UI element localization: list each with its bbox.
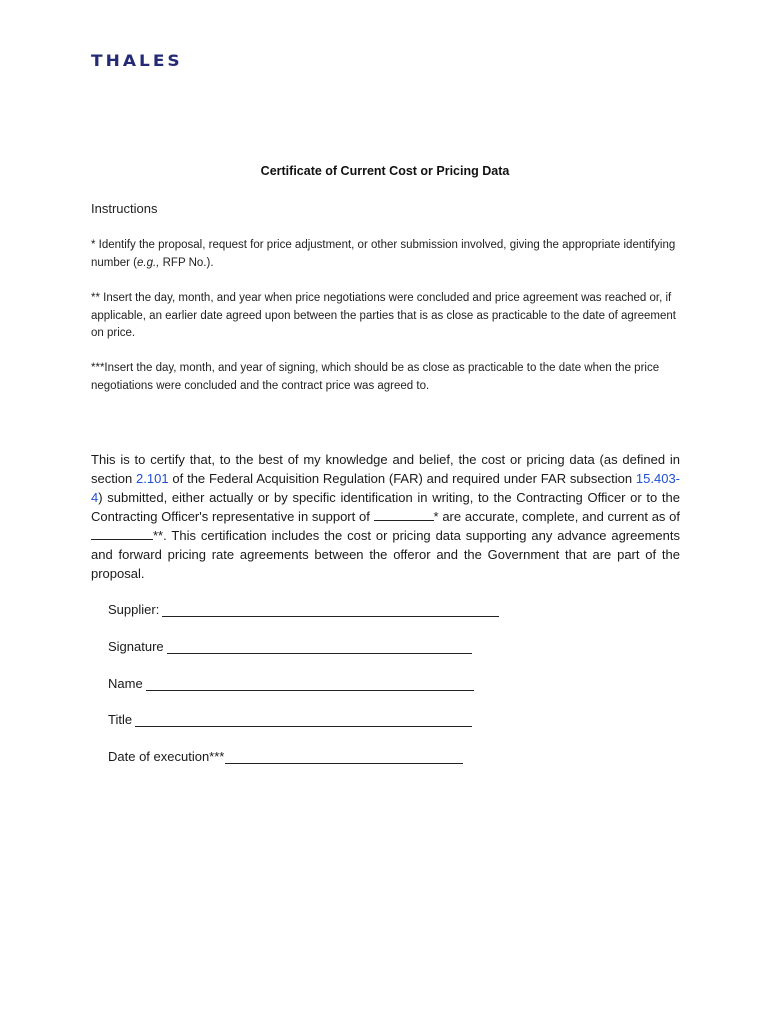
title-field [108,712,472,727]
instruction-note-1 [91,237,686,272]
name-field [108,676,474,691]
supplier-field [108,602,499,617]
thales-logo: THALES [91,51,183,71]
date-of-execution-label: Date of execution*** [108,749,225,764]
note-1-text-end: RFP No.). [159,256,214,269]
note-1-text: * Identify the proposal, request for price adjustment, or other submission involved, giving the appropriate identifying number ( [91,239,676,269]
instructions-heading: Instructions [91,201,158,216]
instruction-note-3: ***Insert the day, month, and year of signing, which should be as close as practicable to the date when the price negotiations were concluded and the contract price was agreed to. [91,362,660,392]
submission-blank[interactable] [374,508,434,521]
document-title: Certificate of Current Cost or Pricing Data [260,164,510,178]
supplier-label: Supplier: [108,602,160,617]
date-of-execution-field [108,749,463,764]
cert-text-4: * are accurate, complete, and current as of [433,509,680,524]
name-input-line[interactable] [146,676,474,691]
cert-text-1: This is to certify that, to the best of my knowledge and belief, the cost or pricing data (as defined in section [91,452,680,486]
date-of-execution-input-line[interactable] [225,749,463,764]
title-label: Title [108,712,133,727]
cert-text-5: **. This certification includes the cost or pricing data supporting any advance agreements and forward pricing rate agreements between the offeror and the Government that are part of the proposal. [91,528,680,581]
far-subsection-link[interactable]: 15.403-4 [91,471,680,505]
note-1-eg: e.g., [137,256,160,269]
signature-label: Signature [108,639,164,654]
far-section-link[interactable]: 2.101 [136,471,169,486]
title-input-line[interactable] [135,712,472,727]
certification-paragraph [91,450,680,583]
cert-text-3: ) submitted, either actually or by specific identification in writing, to the Contracting Officer or to the Contracting Officer's representative in support of [91,490,680,524]
instruction-note-2: ** Insert the day, month, and year when price negotiations were concluded and price agreement was reached or, if applicable, an earlier date agreed upon between the parties that is as close as practicable to the date of agreement on price. [91,292,676,339]
cert-text-2: of the Federal Acquisition Regulation (FAR) and required under FAR subsection [168,471,636,486]
supplier-input-line[interactable] [162,602,499,617]
signature-input-line[interactable] [167,639,472,654]
agreement-date-blank[interactable] [91,527,153,540]
name-label: Name [108,676,143,691]
signature-field [108,639,472,654]
